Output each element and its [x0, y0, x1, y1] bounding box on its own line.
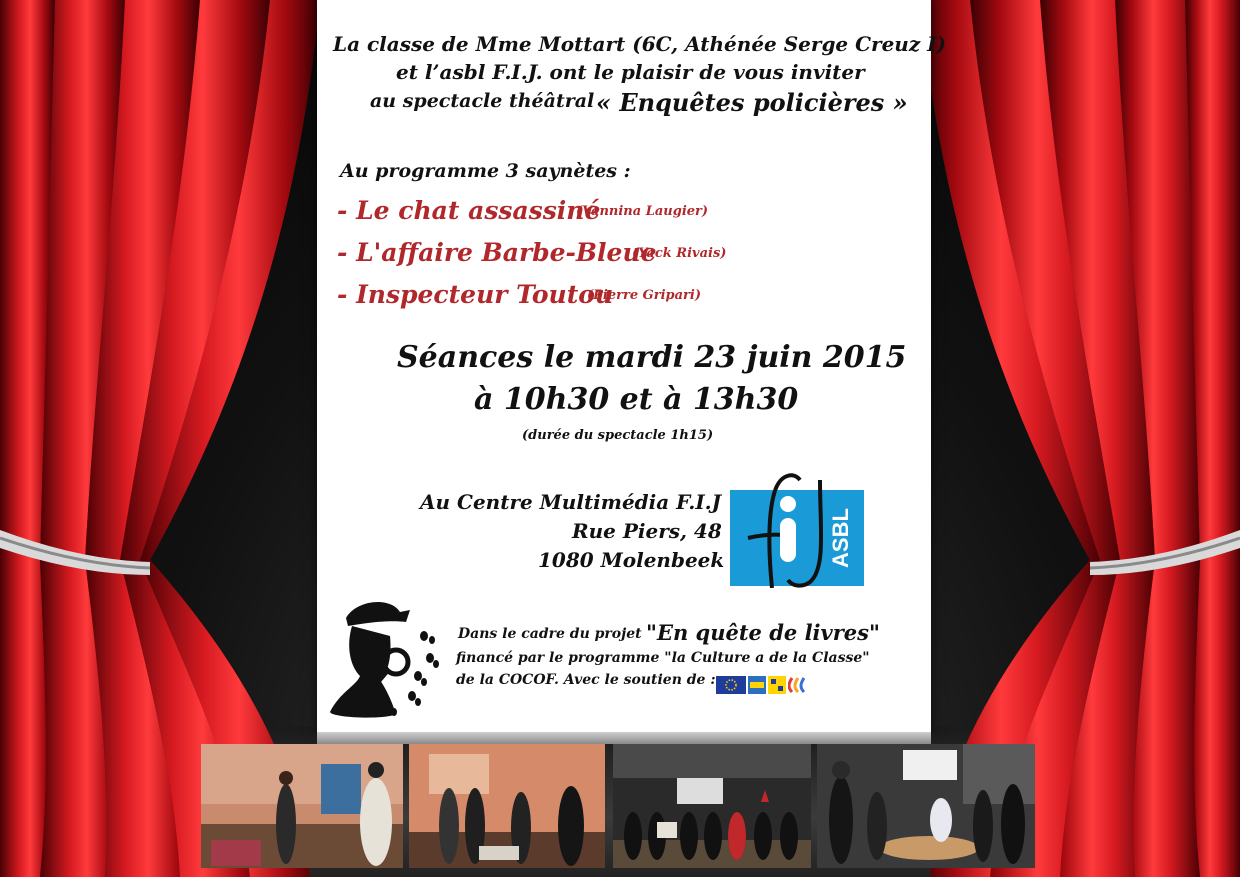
eu-flag-icon [716, 676, 746, 694]
sponsor-logos [716, 676, 810, 694]
photo-strip [201, 744, 1035, 868]
photo-scene-4 [817, 744, 1035, 868]
federation-logo-icon [748, 676, 766, 694]
cocof-logo-icon [788, 676, 810, 694]
show-title: « Enquêtes policières » [596, 88, 908, 117]
project-support: de la COCOF. Avec le soutien de : [456, 672, 716, 688]
project-name: "En quête de livres" [646, 620, 880, 645]
invitation-line-2: et l’asbl F.I.J. ont le plaisir de vous inviter [396, 60, 865, 84]
venue-city: 1080 Molenbeek [538, 548, 725, 572]
session-date: Séances le mardi 23 juin 2015 [397, 340, 907, 375]
program-heading: Au programme 3 saynètes : [340, 160, 631, 182]
play-author-2: (Yack Rivais) [632, 246, 727, 261]
sheet-rod [317, 732, 931, 744]
detective-silhouette-icon [326, 596, 442, 720]
play-title-3: - Inspecteur Toutou [337, 280, 614, 309]
play-title-1: - Le chat assassiné [337, 196, 601, 225]
play-author-1: (Vannina Laugier) [576, 204, 709, 219]
fij-asbl-logo [728, 468, 864, 588]
venue-street: Rue Piers, 48 [572, 519, 722, 543]
session-times: à 10h30 et à 13h30 [474, 382, 799, 417]
photo-scene-1 [201, 744, 403, 868]
play-author-3: (Pierre Gripari) [587, 288, 701, 303]
logo-badge-text: ASBL [828, 508, 853, 568]
venue-name: Au Centre Multimédia F.I.J [420, 490, 722, 514]
region-logo-icon [768, 676, 786, 694]
project-funding: financé par le programme "la Culture a de la Classe" [456, 650, 870, 666]
session-duration: (durée du spectacle 1h15) [522, 428, 714, 443]
project-prefix: Dans le cadre du projet [458, 626, 642, 642]
invitation-line-1: La classe de Mme Mottart (6C, Athénée Serge Creuz I) [333, 32, 946, 56]
play-title-2: - L'affaire Barbe-Bleue [337, 238, 657, 267]
photo-scene-3 [613, 744, 811, 868]
invitation-line-3: au spectacle théâtral [370, 90, 595, 112]
photo-scene-2 [409, 744, 605, 868]
